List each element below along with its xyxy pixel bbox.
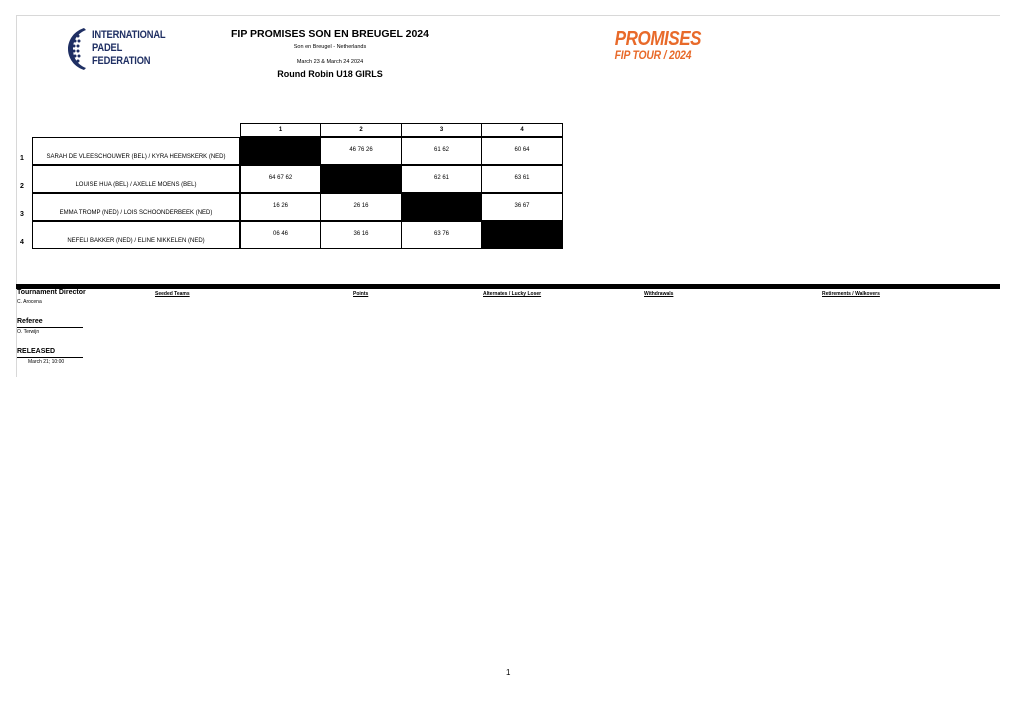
withdrawals-header: Withdrawals xyxy=(644,291,674,297)
alternates-header: Alternates / Lucky Loser xyxy=(483,291,542,297)
seed-number: 3 xyxy=(20,211,24,218)
tournament-location: Son en Breugel - Netherlands xyxy=(293,44,367,50)
released-label: RELEASED xyxy=(17,348,56,355)
logo-line-2: PADEL xyxy=(92,42,123,54)
round-title: Round Robin U18 GIRLS xyxy=(277,69,383,79)
score-cell: 61 62 xyxy=(401,137,482,165)
team-name-cell: SARAH DE VLEESCHOUWER (BEL) / KYRA HEEMSKERK (NED) xyxy=(32,137,240,165)
page-frame-top xyxy=(16,15,1000,16)
score-cell: 06 46 xyxy=(240,221,321,249)
released-time: March 21; 10:00 xyxy=(28,359,65,365)
column-header-1: 1 xyxy=(240,123,321,137)
seed-number: 4 xyxy=(20,239,24,246)
self-match-cell xyxy=(240,137,321,165)
score-cell: 64 67 62 xyxy=(240,165,321,193)
team-name-cell: LOUISE HUA (BEL) / AXELLE MOENS (BEL) xyxy=(32,165,240,193)
promises-logo-line-2: FIP TOUR / 2024 xyxy=(614,50,692,62)
logo-line-1: INTERNATIONAL xyxy=(92,29,166,41)
team-name-cell: EMMA TROMP (NED) / LOIS SCHOONDERBEEK (NED) xyxy=(32,193,240,221)
score-cell: 36 16 xyxy=(320,221,402,249)
footer-separator xyxy=(16,284,1000,289)
team-name-cell: NEFELI BAKKER (NED) / ELINE NIKKELEN (NED) xyxy=(32,221,240,249)
score-cell: 36 67 xyxy=(481,193,563,221)
logo-line-3: FEDERATION xyxy=(92,55,151,67)
referee-name: O. Terwijn xyxy=(17,329,40,335)
points-header: Points xyxy=(353,291,369,297)
tournament-director-label: Tournament Director xyxy=(17,289,86,296)
column-header-3: 3 xyxy=(401,123,482,137)
referee-label: Referee xyxy=(17,318,43,325)
score-cell: 62 61 xyxy=(401,165,482,193)
promises-logo-line-1: PROMISES xyxy=(614,28,702,50)
tournament-title: FIP PROMISES SON EN BREUGEL 2024 xyxy=(230,28,429,40)
tournament-dates: March 23 & March 24 2024 xyxy=(296,59,364,65)
page-number: 1 xyxy=(506,668,511,677)
seeded-teams-header: Seeded Teams xyxy=(155,291,190,297)
score-cell: 46 76 26 xyxy=(320,137,402,165)
score-cell: 16 26 xyxy=(240,193,321,221)
score-cell: 63 61 xyxy=(481,165,563,193)
column-header-4: 4 xyxy=(481,123,563,137)
promises-tour-logo xyxy=(608,28,702,62)
released-underline xyxy=(17,357,83,358)
self-match-cell xyxy=(481,221,563,249)
self-match-cell xyxy=(320,165,402,193)
retirements-header: Retirements / Walkovers xyxy=(822,291,880,297)
score-cell: 63 76 xyxy=(401,221,482,249)
referee-underline xyxy=(17,327,83,328)
seed-number: 2 xyxy=(20,183,24,190)
self-match-cell xyxy=(401,193,482,221)
padel-ball-icon xyxy=(62,26,92,72)
column-header-2: 2 xyxy=(320,123,402,137)
federation-logo xyxy=(62,26,166,72)
score-cell: 26 16 xyxy=(320,193,402,221)
score-cell: 60 64 xyxy=(481,137,563,165)
seed-number: 1 xyxy=(20,155,24,162)
tournament-director-name: C. Arocena xyxy=(17,299,42,305)
